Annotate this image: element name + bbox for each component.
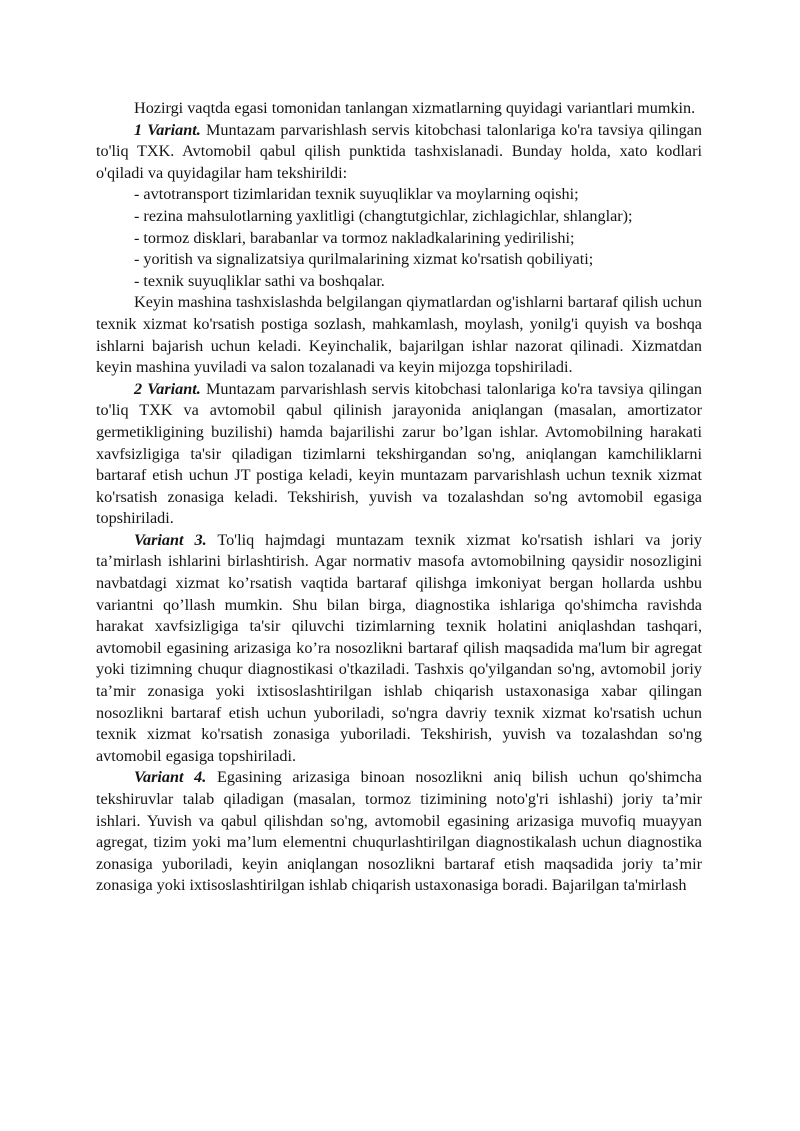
bullet-item: - rezina mahsulotlarning yaxlitligi (changtutgichlar, zichlagichlar, shlanglar);	[134, 206, 633, 225]
bullet-item: - yoritish va signalizatsiya qurilmalarining xizmat ko'rsatish qobiliyati;	[134, 250, 594, 269]
bullet-item: - avtotransport tizimlaridan texnik suyuqliklar va moylarning oqishi;	[134, 185, 579, 204]
variant-1-paragraph	[96, 120, 702, 185]
variant-2-heading: 2 Variant.	[134, 379, 201, 398]
variant-4-heading: Variant 4.	[134, 768, 207, 787]
variant-1-heading: 1 Variant.	[134, 120, 201, 139]
variant-3-paragraph	[96, 530, 702, 768]
bullet-item: - texnik suyuqliklar sathi va boshqalar.	[134, 271, 385, 290]
variant-2-paragraph	[96, 379, 702, 530]
intro-paragraph: Hozirgi vaqtda egasi tomonidan tanlangan xizmatlarning quyidagi variantlari mumkin.	[134, 99, 696, 117]
variant-4-text: Egasining arizasiga binoan nosozlikni aniq bilish uchun qo'shimcha tekshiruvlar talab qiladigan (masalan, tormoz tizimining noto'g'ri ishlashi) joriy ta’mir ishlari. Yuvish va qabul qilishdan so'ng, avtomobil egasining arizasiga muvofiq muayyan agregat, tizim yoki ma’lum elementni chuqurlashtirilgan diagnostikalash uchun diagnostika zonasiga yuboriladi, keyin aniqlangan nosozlikni bartaraf etish maqsadida joriy ta’mir zonasiga yoki ixtisoslashtirilgan ishlab chiqarish ustaxonasiga boradi. Bajarilgan ta'mirlash	[96, 768, 702, 895]
after-bullets-paragraph: Keyin mashina tashxislashda belgilangan qiymatlardan og'ishlarni bartaraf qilish uchun texnik xizmat ko'rsatish postiga sozlash, mahkamlash, moylash, yonilg'i quyish va boshqa ishlarni bajarish uchun keladi. Keyinchalik, bajarilgan ishlar nazorat qilinadi. Xizmatdan keyin mashina yuviladi va salon tozalanadi va keyin mijozga topshiriladi.	[96, 293, 702, 377]
variant-3-heading: Variant 3.	[134, 530, 207, 549]
variant-2-text: Muntazam parvarishlash servis kitobchasi talonlariga ko'ra tavsiya qilingan to'liq TXK va avtomobil qabul qilinish jarayonida aniqlangan (masalan, amortizator germetikligining buzilishi) hamda bajarilishi zarur bo’lgan ishlar. Avtomobilning harakati xavfsizligiga ta'sir qiladigan tizimlarni tekshirgandan so'ng, aniqlangan kamchiliklarni bartaraf etish uchun JT postiga keladi, keyin muntazam parvarishlash uchun texnik xizmat ko'rsatish zonasiga keladi. Tekshirish, yuvish va tozalashdan so'ng avtomobil egasiga topshiriladi.	[96, 379, 702, 528]
variant-1-text: Muntazam parvarishlash servis kitobchasi talonlariga ko'ra tavsiya qilingan to'liq TXK. Avtomobil qabul qilish punktida tashxislanadi. Bunday holda, xato kodlari o'qiladi va quyidagilar ham tekshirildi:	[96, 120, 702, 182]
variant-4-paragraph	[96, 767, 702, 897]
bullet-item: - tormoz disklari, barabanlar va tormoz nakladkalarining yedirilishi;	[134, 228, 575, 247]
variant-3-text: To'liq hajmdagi muntazam texnik xizmat ko'rsatish ishlari va joriy ta’mirlash ishlarini birlashtirish. Agar normativ masofa avtomobilning qaysidir nosozligini navbatdagi xizmat ko’rsatish vaqtida bartaraf qilishga imkoniyat bergan hollarda ushbu variantni qo’llash mumkin. Shu bilan birga, diagnostika ishlariga qo'shimcha ravishda harakat xavfsizligiga ta'sir qiluvchi tizimlarning texnik holatini aniqlashdan tashqari, avtomobil egasining arizasiga ko’ra nosozlikni bartaraf qilish maqsadida ma'lum bir agregat yoki tizimning chuqur diagnostikasi o'tkaziladi. Tashxis qo'yilgandan so'ng, avtomobil joriy ta’mir zonasiga yoki ixtisoslashtirilgan ishlab chiqarish ustaxonasiga xabar qilingan nosozlikni bartaraf etish uchun yuboriladi, so'ngra davriy texnik xizmat ko'rsatish uchun texnik xizmat ko'rsatish zonasiga yuboriladi. Tekshirish, yuvish va tozalashdan so'ng avtomobil egasiga topshiriladi.	[96, 530, 702, 765]
document-page	[96, 98, 702, 897]
